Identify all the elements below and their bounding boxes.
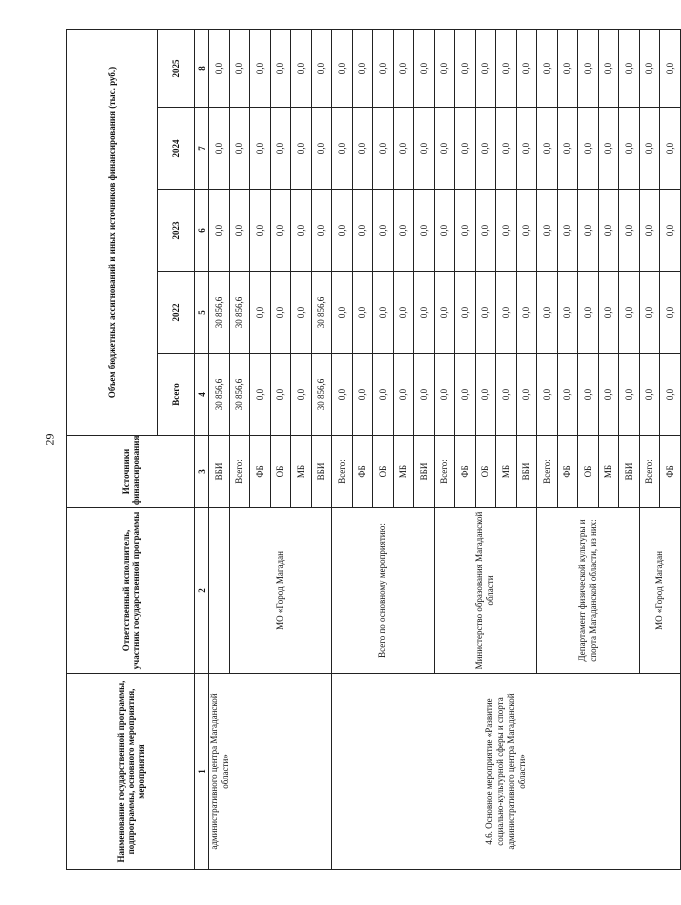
value-cell: 0,0 <box>619 108 640 190</box>
value-cell: 0,0 <box>557 29 578 107</box>
value-cell: 0,0 <box>475 272 496 354</box>
value-cell: 0,0 <box>455 108 476 190</box>
page-number: 29 <box>42 433 57 446</box>
value-cell: 0,0 <box>291 108 312 190</box>
value-cell: 0,0 <box>516 272 537 354</box>
source-cell: МБ <box>598 436 619 508</box>
value-cell: 0,0 <box>578 354 599 436</box>
value-cell: 0,0 <box>393 108 414 190</box>
source-cell: ВБИ <box>311 436 332 508</box>
value-cell: 0,0 <box>557 190 578 272</box>
source-cell: Всего: <box>639 436 660 508</box>
value-cell: 0,0 <box>311 108 332 190</box>
value-cell: 0,0 <box>619 272 640 354</box>
value-cell: 0,0 <box>516 108 537 190</box>
value-cell: 0,0 <box>455 190 476 272</box>
value-cell: 0,0 <box>352 190 373 272</box>
value-cell: 0,0 <box>639 272 660 354</box>
source-cell: ОБ <box>373 436 394 508</box>
header-source: Источники финансирования <box>67 436 195 508</box>
source-cell: ОБ <box>475 436 496 508</box>
value-cell: 0,0 <box>598 190 619 272</box>
value-cell: 0,0 <box>455 272 476 354</box>
value-cell: 0,0 <box>434 272 455 354</box>
value-cell: 0,0 <box>557 272 578 354</box>
source-cell: ФБ <box>455 436 476 508</box>
source-cell: Всего: <box>332 436 353 508</box>
value-cell: 0,0 <box>660 354 681 436</box>
value-cell: 0,0 <box>434 29 455 107</box>
value-cell: 0,0 <box>393 354 414 436</box>
header-year-2023: 2023 <box>158 190 195 272</box>
value-cell: 0,0 <box>332 272 353 354</box>
value-cell: 0,0 <box>619 29 640 107</box>
col-number: 3 <box>195 436 209 508</box>
source-cell: ВБИ <box>209 436 230 508</box>
value-cell: 0,0 <box>229 108 250 190</box>
value-cell: 0,0 <box>496 108 517 190</box>
value-cell: 0,0 <box>393 190 414 272</box>
value-cell: 30 856,6 <box>311 354 332 436</box>
value-cell: 0,0 <box>598 29 619 107</box>
value-cell: 0,0 <box>352 29 373 107</box>
value-cell: 0,0 <box>537 108 558 190</box>
source-cell: ВБИ <box>516 436 537 508</box>
value-cell: 0,0 <box>516 29 537 107</box>
executor-cell: Департамент физической культуры и спорта Магаданской области, из них: <box>537 508 640 674</box>
source-cell: ОБ <box>270 436 291 508</box>
value-cell: 0,0 <box>660 272 681 354</box>
value-cell: 0,0 <box>373 354 394 436</box>
value-cell: 30 856,6 <box>209 354 230 436</box>
value-cell: 0,0 <box>373 190 394 272</box>
value-cell: 0,0 <box>250 108 271 190</box>
value-cell: 0,0 <box>393 29 414 107</box>
value-cell: 0,0 <box>639 108 660 190</box>
value-cell: 0,0 <box>250 272 271 354</box>
value-cell: 0,0 <box>250 354 271 436</box>
value-cell: 0,0 <box>660 190 681 272</box>
value-cell: 0,0 <box>475 29 496 107</box>
value-cell: 30 856,6 <box>209 272 230 354</box>
header-year-2025: 2025 <box>158 29 195 107</box>
value-cell: 0,0 <box>229 190 250 272</box>
value-cell: 0,0 <box>291 29 312 107</box>
value-cell: 0,0 <box>598 272 619 354</box>
col-number: 5 <box>195 272 209 354</box>
col-number: 4 <box>195 354 209 436</box>
value-cell: 0,0 <box>660 108 681 190</box>
value-cell: 0,0 <box>619 190 640 272</box>
value-cell: 0,0 <box>270 108 291 190</box>
value-cell: 0,0 <box>250 29 271 107</box>
value-cell: 0,0 <box>537 354 558 436</box>
value-cell: 0,0 <box>639 190 660 272</box>
value-cell: 0,0 <box>291 272 312 354</box>
source-cell: МБ <box>393 436 414 508</box>
executor-cell: Всего по основному мероприятию: <box>332 508 435 674</box>
value-cell: 0,0 <box>537 272 558 354</box>
col-number: 8 <box>195 29 209 107</box>
header-total: Всего <box>158 354 195 436</box>
header-volume: Объем бюджетных ассигнований и иных источников финансирования (тыс. руб.) <box>67 29 158 435</box>
source-cell: ОБ <box>578 436 599 508</box>
value-cell: 0,0 <box>578 190 599 272</box>
value-cell: 0,0 <box>250 190 271 272</box>
value-cell: 0,0 <box>229 29 250 107</box>
value-cell: 0,0 <box>537 29 558 107</box>
source-cell: Всего: <box>229 436 250 508</box>
value-cell: 0,0 <box>373 272 394 354</box>
value-cell: 0,0 <box>352 108 373 190</box>
value-cell: 0,0 <box>475 108 496 190</box>
rotated-page <box>66 30 675 870</box>
value-cell: 0,0 <box>475 354 496 436</box>
value-cell: 0,0 <box>496 272 517 354</box>
value-cell: 0,0 <box>209 108 230 190</box>
source-cell: ВБИ <box>414 436 435 508</box>
source-cell: ФБ <box>557 436 578 508</box>
value-cell: 0,0 <box>270 272 291 354</box>
measure-name-cell: 4.6. Основное мероприятие «Развитие социально-культурной сферы и спорта административного центра Магаданской области» <box>332 674 681 870</box>
value-cell: 0,0 <box>414 108 435 190</box>
value-cell: 0,0 <box>209 29 230 107</box>
value-cell: 0,0 <box>414 190 435 272</box>
value-cell: 0,0 <box>434 190 455 272</box>
value-cell: 0,0 <box>311 190 332 272</box>
value-cell: 0,0 <box>496 190 517 272</box>
value-cell: 0,0 <box>516 190 537 272</box>
value-cell: 0,0 <box>352 272 373 354</box>
header-year-2024: 2024 <box>158 108 195 190</box>
value-cell: 0,0 <box>496 29 517 107</box>
executor-cell: МО «Город Магадан <box>229 508 332 674</box>
value-cell: 0,0 <box>270 190 291 272</box>
source-cell: Всего: <box>434 436 455 508</box>
value-cell: 0,0 <box>619 354 640 436</box>
header-name: Наименование государственной программы, подпрограммы, основного мероприятия, мероприятия <box>67 674 195 870</box>
value-cell: 0,0 <box>496 354 517 436</box>
value-cell: 0,0 <box>537 190 558 272</box>
value-cell: 30 856,6 <box>229 272 250 354</box>
value-cell: 0,0 <box>332 29 353 107</box>
source-cell: ФБ <box>352 436 373 508</box>
value-cell: 30 856,6 <box>311 272 332 354</box>
executor-cell: МО «Город Магадан <box>639 508 680 674</box>
table-row <box>332 29 353 869</box>
value-cell: 0,0 <box>598 354 619 436</box>
value-cell: 0,0 <box>332 108 353 190</box>
value-cell: 0,0 <box>639 29 660 107</box>
source-cell: ФБ <box>660 436 681 508</box>
value-cell: 0,0 <box>352 354 373 436</box>
value-cell: 0,0 <box>393 272 414 354</box>
col-number: 1 <box>195 674 209 870</box>
executor-cell <box>209 508 230 674</box>
value-cell: 0,0 <box>414 354 435 436</box>
value-cell: 0,0 <box>311 29 332 107</box>
value-cell: 0,0 <box>291 354 312 436</box>
value-cell: 0,0 <box>291 190 312 272</box>
value-cell: 30 856,6 <box>229 354 250 436</box>
value-cell: 0,0 <box>414 272 435 354</box>
source-cell: МБ <box>496 436 517 508</box>
col-number: 2 <box>195 508 209 674</box>
value-cell: 0,0 <box>332 354 353 436</box>
value-cell: 0,0 <box>475 190 496 272</box>
source-cell: ВБИ <box>619 436 640 508</box>
value-cell: 0,0 <box>598 108 619 190</box>
value-cell: 0,0 <box>373 29 394 107</box>
value-cell: 0,0 <box>639 354 660 436</box>
col-number: 7 <box>195 108 209 190</box>
value-cell: 0,0 <box>270 354 291 436</box>
value-cell: 0,0 <box>209 190 230 272</box>
value-cell: 0,0 <box>578 29 599 107</box>
financing-table <box>66 29 681 870</box>
header-year-2022: 2022 <box>158 272 195 354</box>
value-cell: 0,0 <box>578 108 599 190</box>
header-executor: Ответственный исполнитель, участник государственной программы <box>67 508 195 674</box>
value-cell: 0,0 <box>660 29 681 107</box>
value-cell: 0,0 <box>332 190 353 272</box>
col-number: 6 <box>195 190 209 272</box>
table-row <box>209 29 230 869</box>
value-cell: 0,0 <box>578 272 599 354</box>
measure-name-cell: административного центра Магаданской области» <box>209 674 332 870</box>
value-cell: 0,0 <box>434 354 455 436</box>
value-cell: 0,0 <box>557 354 578 436</box>
value-cell: 0,0 <box>434 108 455 190</box>
value-cell: 0,0 <box>373 108 394 190</box>
value-cell: 0,0 <box>414 29 435 107</box>
executor-cell: Министерство образования Магаданской области <box>434 508 537 674</box>
value-cell: 0,0 <box>455 354 476 436</box>
source-cell: МБ <box>291 436 312 508</box>
value-cell: 0,0 <box>516 354 537 436</box>
value-cell: 0,0 <box>557 108 578 190</box>
value-cell: 0,0 <box>270 29 291 107</box>
value-cell: 0,0 <box>455 29 476 107</box>
source-cell: ФБ <box>250 436 271 508</box>
source-cell: Всего: <box>537 436 558 508</box>
